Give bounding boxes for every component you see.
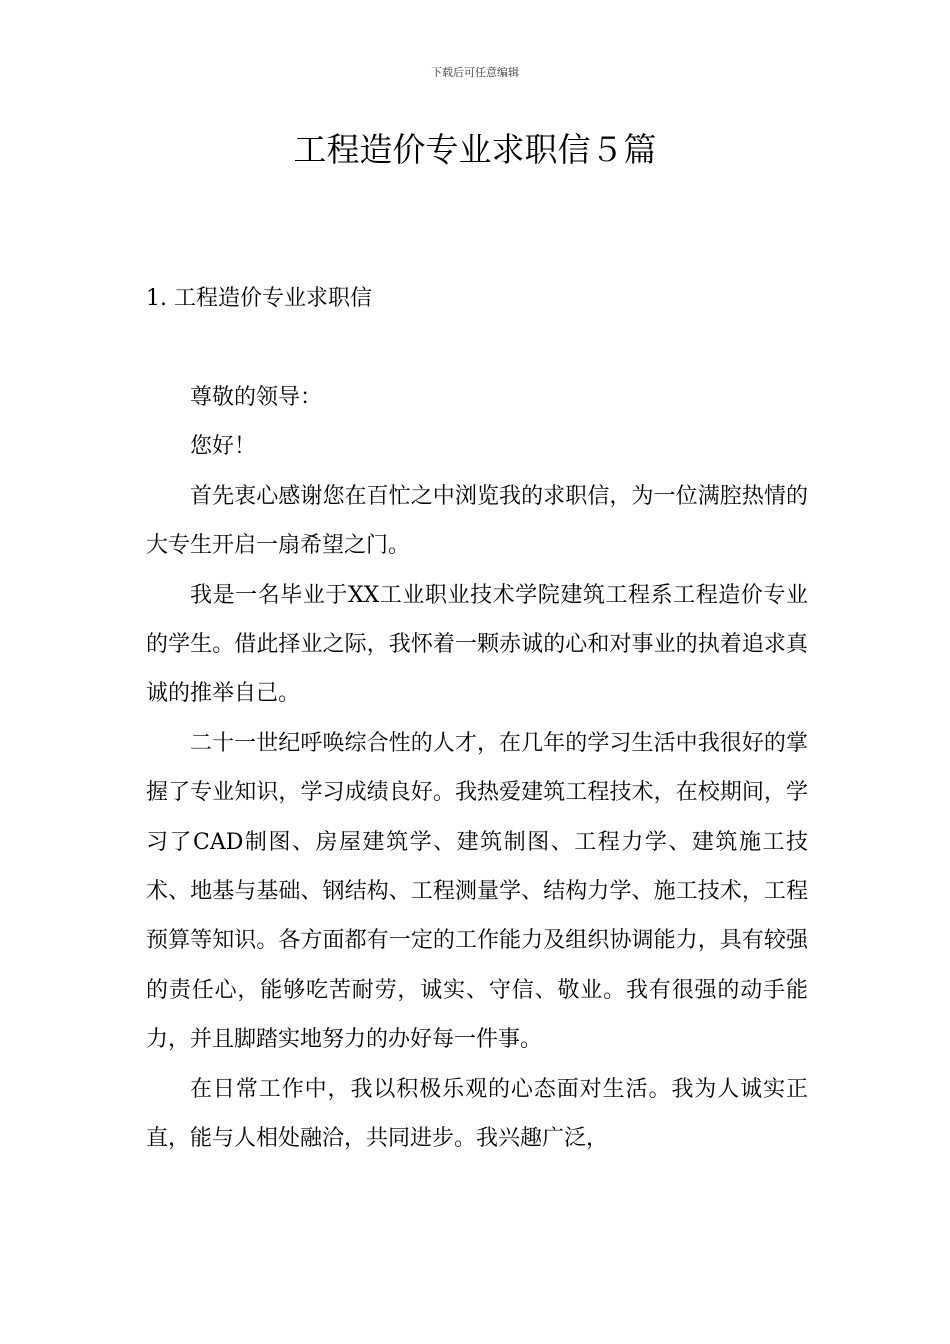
body-paragraph: 首先衷心感谢您在百忙之中浏览我的求职信，为一位满腔热情的大专生开启一扇希望之门。 (146, 483, 808, 559)
salutation: 尊敬的领导： (190, 385, 323, 410)
document-title: 工程造价专业求职信５篇 (293, 130, 657, 169)
body-paragraph: 在日常工作中，我以积极乐观的心态面对生活。我为人诚实正直，能与人相处融洽，共同进步。我兴趣广泛， (146, 1076, 808, 1152)
page-header-note: 下载后可任意编辑 (431, 66, 519, 79)
greeting: 您好！ (190, 434, 257, 460)
letter-body (146, 373, 808, 1164)
body-paragraph: 二十一世纪呼唤综合性的人才，在几年的学习生活中我很好的掌握了专业知识，学习成绩良好。我热爱建筑工程技术，在校期间，学习了CAD制图、房屋建筑学、建筑制图、工程力学、建筑施工技术、地基与基础、钢结构、工程测量学、结构力学、施工技术，工程预算等知识。各方面都有一定的工作能力及组织协调能力，具有较强的责任心，能够吃苦耐劳，诚实、守信、敬业。我有很强的动手能力，并且脚踏实地努力的办好每一件事。 (146, 730, 808, 1053)
section-heading: 1. 工程造价专业求职信 (146, 286, 372, 311)
body-paragraph: 我是一名毕业于XX工业职业技术学院建筑工程系工程造价专业的学生。借此择业之际，我怀着一颗赤诚的心和对事业的执着追求真诚的推举自己。 (146, 582, 808, 707)
